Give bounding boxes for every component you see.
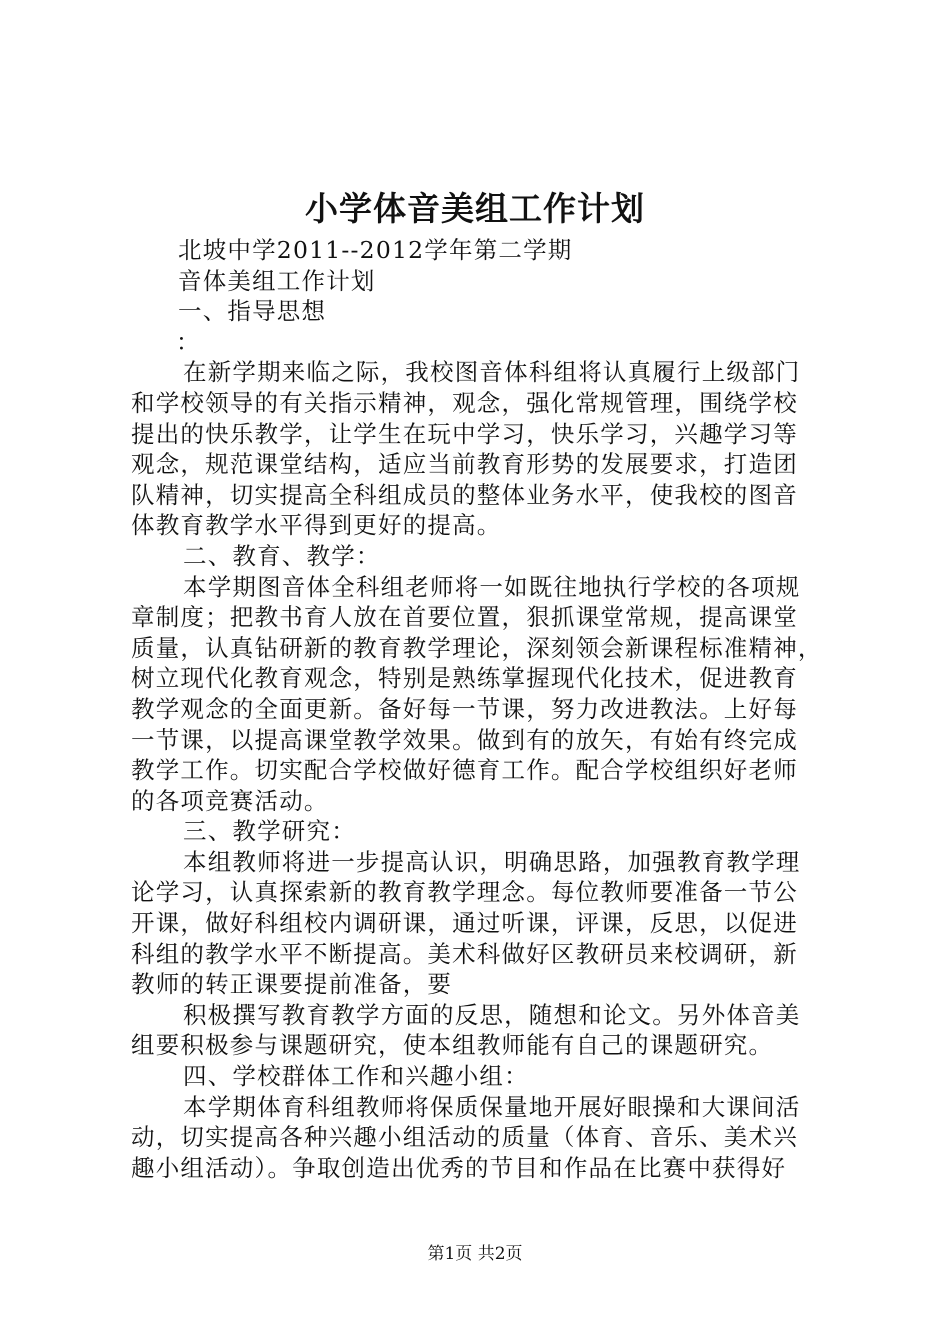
paragraph-line: 组要积极参与课题研究，使本组教师能有自己的课题研究。 (131, 1031, 774, 1060)
paragraph-line: 教学工作。切实配合学校做好德育工作。配合学校组织好老师 (131, 756, 798, 785)
paragraph-line: 在新学期来临之际，我校图音体科组将认真履行上级部门 (183, 358, 801, 387)
paragraph-line: 观念，规范课堂结构，适应当前教育形势的发展要求，打造团 (131, 450, 798, 479)
paragraph-line: 论学习，认真探索新的教育教学理念。每位教师要准备一节公 (131, 878, 798, 907)
paragraph-line: 一节课，以提高课堂教学效果。做到有的放矢，有始有终完成 (131, 725, 798, 754)
section-heading-2: 二、教育、教学： (183, 541, 381, 570)
paragraph-line: 本学期图音体全科组老师将一如既往地执行学校的各项规 (183, 572, 801, 601)
paragraph-line: 提出的快乐教学，让学生在玩中学习，快乐学习，兴趣学习等 (131, 419, 798, 448)
paragraph-line: 本学期体育科组教师将保质保量地开展好眼操和大课间活 (183, 1092, 801, 1121)
paragraph-line: 树立现代化教育观念，特别是熟练掌握现代化技术，促进教育 (131, 664, 798, 693)
plan-subtitle-line: 音体美组工作计划 (178, 266, 376, 295)
colon-line: ： (176, 327, 201, 356)
section-heading-4: 四、学校群体工作和兴趣小组： (183, 1062, 529, 1091)
paragraph-line: 体教育教学水平得到更好的提高。 (131, 511, 502, 540)
paragraph-line: 开课，做好科组校内调研课，通过听课，评课，反思，以促进 (131, 909, 798, 938)
document-body (131, 235, 831, 1183)
paragraph-line: 的各项竞赛活动。 (131, 786, 329, 815)
paragraph-line: 积极撰写教育教学方面的反思，随想和论文。另外体音美 (183, 1000, 801, 1029)
paragraph-line: 动，切实提高各种兴趣小组活动的质量（体育、音乐、美术兴 (131, 1123, 798, 1152)
paragraph-line: 质量，认真钻研新的教育教学理论，深刻领会新课程标准精神， (131, 633, 823, 662)
paragraph-line: 章制度；把教书育人放在首要位置，狠抓课堂常规，提高课堂 (131, 603, 798, 632)
section-heading-3: 三、教学研究： (183, 817, 356, 846)
school-term-line: 北坡中学2011--2012学年第二学期 (178, 236, 573, 264)
paragraph-line: 教学观念的全面更新。备好每一节课，努力改进教法。上好每 (131, 694, 798, 723)
document-title: 小学体音美组工作计划 (305, 189, 645, 228)
paragraph-line: 趣小组活动）。争取创造出优秀的节目和作品在比赛中获得好 (131, 1153, 787, 1182)
paragraph-line: 本组教师将进一步提高认识，明确思路，加强教育教学理 (183, 847, 801, 876)
paragraph-line: 科组的教学水平不断提高。美术科做好区教研员来校调研，新 (131, 939, 798, 968)
page-footer: 第1页 共2页 (427, 1244, 523, 1264)
paragraph-line: 教师的转正课要提前准备，要 (131, 970, 453, 999)
paragraph-line: 队精神，切实提高全科组成员的整体业务水平，使我校的图音 (131, 480, 798, 509)
section-heading-1: 一、指导思想 (178, 297, 327, 326)
paragraph-line: 和学校领导的有关指示精神，观念，强化常规管理，围绕学校 (131, 388, 798, 417)
